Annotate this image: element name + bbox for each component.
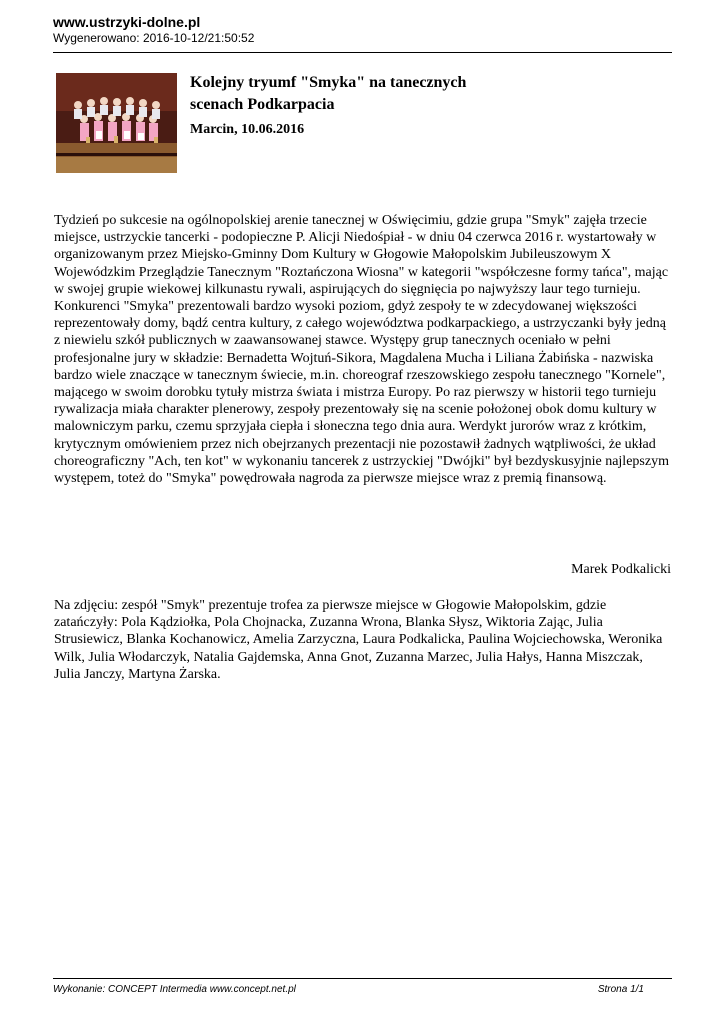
article-title-line-1: Kolejny tryumf "Smyka" na tanecznych — [190, 74, 467, 91]
article-photo — [56, 73, 177, 173]
group-photo-image — [56, 73, 177, 173]
article-title — [190, 72, 540, 116]
article-title-line-2: scenach Podkarpacia — [190, 96, 335, 113]
article-author: Marek Podkalicki — [571, 562, 671, 577]
footer-divider — [53, 978, 672, 979]
photo-caption: Na zdjęciu: zespół "Smyk" prezentuje trofea za pierwsze miejsce w Głogowie Małopolskim, gdzie zatańczyły: Pola Kądziołka, Pola Chojnacka, Zuzanna Wrona, Blanka Słysz, Wiktoria Zając, Julia Strusiewicz, Blanka Kochanowicz, Amelia Zarzyczna, Laura Podkalicka, Paulina Wojciechowska, Weronika Wilk, Julia Włodarczyk, Natalia Gajdemska, Anna Gnot, Zuzanna Marzec, Julia Hałys, Hanna Miszczak, Julia Janczy, Martyna Żarska. — [54, 598, 663, 682]
page-footer — [53, 983, 672, 996]
footer-credit: Wykonanie: CONCEPT Intermedia www.concept.net.pl — [53, 984, 296, 995]
page-header — [53, 14, 672, 46]
generated-timestamp: Wygenerowano: 2016-10-12/21:50:52 — [53, 31, 255, 45]
article-body: Tydzień po sukcesie na ogólnopolskiej arenie tanecznej w Oświęcimiu, gdzie grupa "Smyk" zajęła trzecie miejsce, ustrzyckie tancerki - podopieczne P. Alicji Niedośpiał - w dniu 04 czerwca 2016 r. wystartowały w organizowanym przez Miejsko-Gminny Dom Kultury w Głogowie Małopolskim Jubileuszowym X Wojewódzkim Przeglądzie Tanecznym "Roztańczona Wiosna" w kategorii "współczesne formy tańca", mając w swojej grupie wiekowej kilkunastu rywali, aspirujących do sięgnięcia po najwyższy laur tego turnieju. Konkurenci "Smyka" prezentowali bardzo wysoki poziom, gdyż zespoły te w zdecydowanej większości reprezentowały domy, bądź centra kultury, z całego województwa podkarpackiego, a ustrzyczanki były jedną z niewielu szkół publicznych w zaawansowanej stawce. Występy grup tanecznych oceniało w pełni profesjonalne jury w składzie: Bernadetta Wojtuń-Sikora, Magdalena Mucha i Liliana Żabińska - nazwiska bardzo wiele znaczące w tanecznym świecie, m.in. choreograf rzeszowskiego zespołu tanecznego "Kornele", mającego w swoim dorobku tytuły mistrza świata i mistrza Europy. Po raz pierwszy w historii tego turnieju rywalizacja miała charakter plenerowy, zespoły prezentowały się na scenie położonej obok domu kultury w malowniczym parku, czemu sprzyjała ciepła i słoneczna tego dnia aura. Werdykt jurorów wraz z krótkim, krytycznym omówieniem przez nich obejrzanych prezentacji nie pozostawił żadnych wątpliwości, że układ choreograficzny "Ach, ten kot" w wykonaniu tancerek z ustrzyckiej "Dwójki" był bezdyskusyjnie najlepszym występem, toteż do "Smyka" powędrowała nagroda za pierwsze miejsce wraz z premią finansową. — [54, 213, 669, 487]
article-byline: Marcin, 10.06.2016 — [190, 122, 305, 137]
page-number: Strona 1/1 — [597, 984, 644, 995]
site-url: www.ustrzyki-dolne.pl — [53, 14, 201, 30]
header-divider — [53, 52, 672, 53]
